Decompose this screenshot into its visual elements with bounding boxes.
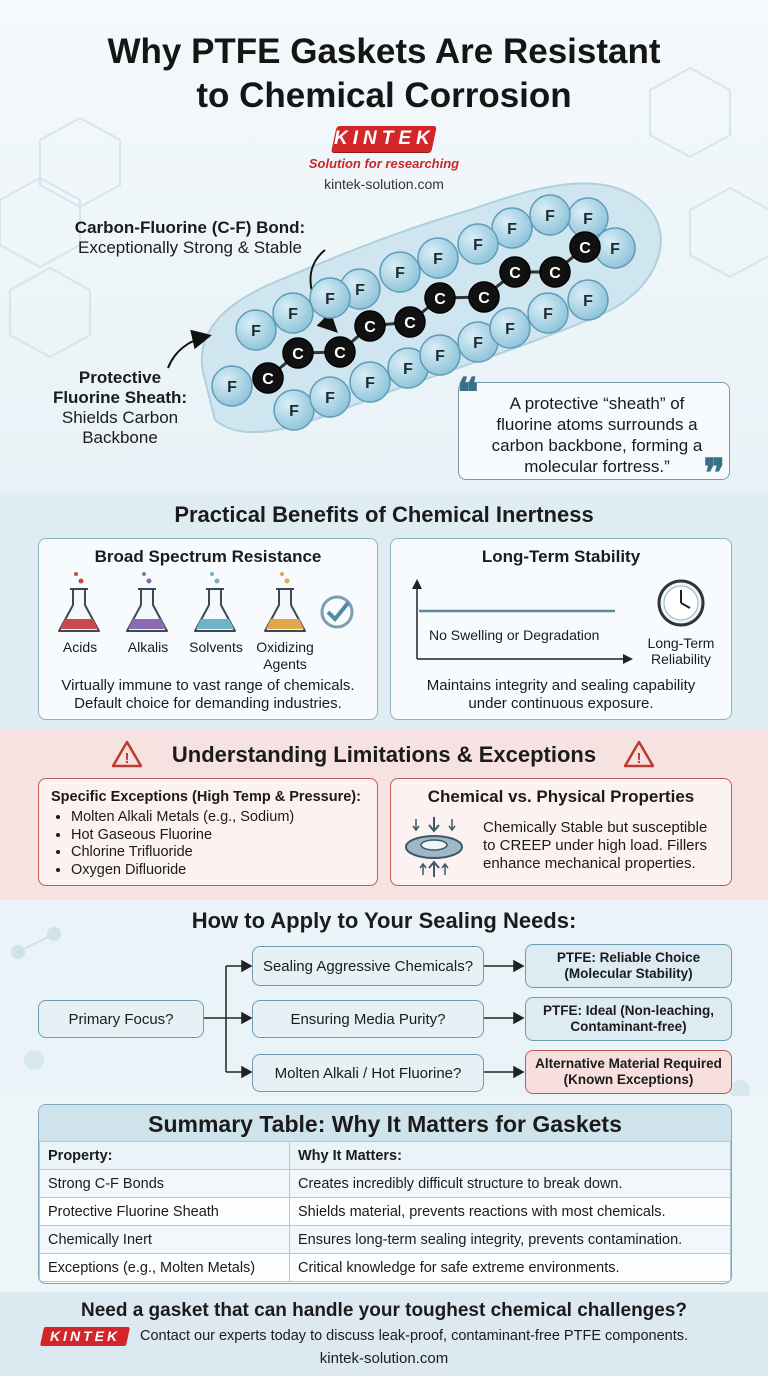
svg-text:C: C bbox=[478, 290, 490, 307]
question-node: Molten Alkali / Hot Fluorine? bbox=[252, 1054, 484, 1092]
table-header-row bbox=[40, 1142, 731, 1170]
column-header: Property: bbox=[40, 1142, 290, 1170]
fluorine-atom bbox=[310, 278, 350, 318]
table-row: Exceptions (e.g., Molten Metals) Critical knowledge for safe extreme environments. bbox=[40, 1254, 731, 1282]
svg-text:F: F bbox=[365, 375, 375, 392]
svg-text:F: F bbox=[435, 348, 445, 365]
svg-text:F: F bbox=[227, 379, 237, 396]
svg-text:C: C bbox=[364, 319, 376, 336]
broad-spectrum-description: Virtually immune to vast range of chemicals. Default choice for demanding industries. bbox=[61, 677, 355, 712]
physical-properties-description: Chemically Stable but susceptible to CREEP under high load. Fillers enhance mechanical properties. bbox=[483, 819, 708, 872]
svg-text:C: C bbox=[579, 240, 591, 257]
broad-spectrum-card: Broad Spectrum Resistance Acids Alkalis Solvents Oxidizing Agents Virtually immune to vast range of chemicals. Default choice for demanding industries. bbox=[38, 538, 378, 720]
fluorine-atom bbox=[350, 362, 390, 402]
limitations-title: Understanding Limitations & Exceptions bbox=[171, 742, 597, 767]
long-term-reliability-label: Long-Term Reliability bbox=[647, 635, 715, 667]
svg-text:F: F bbox=[507, 221, 517, 238]
apply-title: How to Apply to Your Sealing Needs: bbox=[191, 908, 577, 933]
fluorine-atom bbox=[528, 293, 568, 333]
footer-website-link[interactable]: kintek-solution.com bbox=[319, 1350, 449, 1367]
svg-text:C: C bbox=[292, 346, 304, 363]
table-row: Chemically Inert Ensures long-term sealing integrity, prevents contamination. bbox=[40, 1226, 731, 1254]
fluorine-atom bbox=[420, 335, 460, 375]
carbon-atom bbox=[540, 257, 570, 287]
check-icon bbox=[322, 597, 352, 627]
list-item: • Hot Gaseous Fluorine bbox=[71, 827, 294, 845]
list-item: • Chlorine Trifluoride bbox=[71, 844, 294, 862]
svg-text:!: ! bbox=[636, 750, 642, 767]
svg-text:F: F bbox=[325, 390, 335, 407]
fluorine-atom bbox=[236, 310, 276, 350]
gasket-compression-icon bbox=[401, 815, 467, 879]
flask-icon bbox=[265, 572, 305, 631]
svg-text:F: F bbox=[289, 403, 299, 420]
svg-text:C: C bbox=[334, 345, 346, 362]
footer-question: Need a gasket that can handle your toughest chemical challenges? bbox=[80, 1300, 688, 1321]
svg-text:C: C bbox=[434, 291, 446, 308]
carbon-atom bbox=[469, 282, 499, 312]
carbon-atom bbox=[395, 307, 425, 337]
limitations-section bbox=[0, 730, 768, 900]
fluorine-sheath-callout: Protective Fluorine Sheath: Shields Carbon Backbone bbox=[52, 368, 188, 447]
flask-label-alkalis: Alkalis bbox=[127, 639, 169, 655]
svg-text:F: F bbox=[583, 293, 593, 310]
result-node: PTFE: Reliable Choice (Molecular Stability) bbox=[525, 944, 732, 988]
svg-text:F: F bbox=[325, 291, 335, 308]
svg-text:!: ! bbox=[124, 750, 130, 767]
fluorine-atom bbox=[310, 377, 350, 417]
question-node: Ensuring Media Purity? bbox=[252, 1000, 484, 1038]
specific-exceptions-card: Specific Exceptions (High Temp & Pressure): • Molten Alkali Metals (e.g., Sodium) • Hot Gaseous Fluorine • Chlorine Trifluoride • Oxygen Difluoride bbox=[38, 778, 378, 886]
fluorine-atom bbox=[530, 195, 570, 235]
svg-text:C: C bbox=[549, 265, 561, 282]
list-item: • Oxygen Difluoride bbox=[71, 862, 294, 880]
svg-text:F: F bbox=[545, 208, 555, 225]
result-node: PTFE: Ideal (Non-leaching, Contaminant-free) bbox=[525, 997, 732, 1041]
website-link[interactable]: kintek-solution.com bbox=[324, 176, 444, 192]
benefits-title: Practical Benefits of Chemical Inertness bbox=[174, 502, 594, 527]
exceptions-list bbox=[53, 809, 294, 879]
carbon-atom bbox=[500, 257, 530, 287]
carbon-atom bbox=[325, 337, 355, 367]
footer-cta-text: Contact our experts today to discuss leak-proof, contaminant-free PTFE components. bbox=[140, 1328, 689, 1344]
flask-icon bbox=[127, 572, 167, 631]
warning-icon bbox=[624, 740, 654, 773]
carbon-atom bbox=[253, 363, 283, 393]
svg-text:F: F bbox=[505, 321, 515, 338]
logo-tagline: Solution for researching bbox=[308, 156, 460, 171]
svg-text:F: F bbox=[433, 251, 443, 268]
carbon-atom bbox=[570, 232, 600, 262]
svg-text:F: F bbox=[403, 361, 413, 378]
svg-text:C: C bbox=[509, 265, 521, 282]
svg-text:C: C bbox=[262, 371, 274, 388]
kintek-logo-footer[interactable]: KINTEK bbox=[40, 1327, 130, 1346]
svg-text:F: F bbox=[355, 282, 365, 299]
fluorine-atom bbox=[380, 252, 420, 292]
benefits-section bbox=[0, 492, 768, 730]
flask-icon bbox=[195, 572, 235, 631]
list-item: • Molten Alkali Metals (e.g., Sodium) bbox=[71, 809, 294, 827]
table-row: Strong C-F Bonds Creates incredibly difficult structure to break down. bbox=[40, 1170, 731, 1198]
cf-bond-callout: Carbon-Fluorine (C-F) Bond: Exceptionally Strong & Stable bbox=[74, 218, 306, 257]
table-row: Protective Fluorine Sheath Shields material, prevents reactions with most chemicals. bbox=[40, 1198, 731, 1226]
long-term-stability-card: Long-Term Stability No Swelling or Degradation Long-Term Reliability Maintains integrity and sealing capability under continuous exposure. bbox=[390, 538, 732, 720]
fluorine-atom bbox=[568, 280, 608, 320]
svg-text:F: F bbox=[288, 306, 298, 323]
fluorine-atom bbox=[458, 224, 498, 264]
page-title: Why PTFE Gaskets Are Resistant to Chemical Corrosion bbox=[107, 32, 661, 115]
primary-focus-node: Primary Focus? bbox=[38, 1000, 204, 1038]
svg-text:C: C bbox=[404, 315, 416, 332]
result-node-alternative: Alternative Material Required (Known Exceptions) bbox=[525, 1050, 732, 1094]
svg-text:F: F bbox=[473, 237, 483, 254]
close-quote-icon: ❞ bbox=[703, 450, 725, 492]
summary-table-grid bbox=[39, 1141, 731, 1282]
svg-text:F: F bbox=[543, 306, 553, 323]
svg-text:F: F bbox=[395, 265, 405, 282]
stability-description: Maintains integrity and sealing capability under continuous exposure. bbox=[426, 677, 696, 712]
open-quote-icon: ❝ bbox=[457, 369, 479, 416]
flask-icon bbox=[59, 572, 99, 631]
fluorine-atom bbox=[418, 238, 458, 278]
fluorine-atom bbox=[490, 308, 530, 348]
fluorine-atom bbox=[274, 390, 314, 430]
flask-label-solvents: Solvents bbox=[189, 639, 243, 655]
carbon-atom bbox=[425, 283, 455, 313]
chemical-vs-physical-card: Chemical vs. Physical Properties Chemically Stable but susceptible to CREEP under high load. Fillers enhance mechanical properties. bbox=[390, 778, 732, 886]
svg-text:F: F bbox=[583, 211, 593, 228]
hero-section bbox=[0, 0, 768, 492]
apply-section bbox=[0, 900, 768, 1096]
flask-label-acids: Acids bbox=[62, 639, 98, 655]
carbon-atom bbox=[355, 311, 385, 341]
fluorine-atom bbox=[212, 366, 252, 406]
svg-text:F: F bbox=[473, 335, 483, 352]
question-node: Sealing Aggressive Chemicals? bbox=[252, 946, 484, 986]
svg-text:F: F bbox=[251, 323, 261, 340]
clock-icon bbox=[659, 581, 703, 625]
molecular-fortress-quote: ❝ A protective “sheath” of fluorine atoms surrounds a carbon backbone, forming a molecular fortress.” ❞ bbox=[458, 382, 730, 480]
flask-label-oxidizing: Oxidizing Agents bbox=[256, 639, 314, 672]
kintek-logo[interactable]: KINTEK bbox=[331, 126, 437, 152]
carbon-atom bbox=[283, 338, 313, 368]
fluorine-atom bbox=[273, 293, 313, 333]
svg-text:F: F bbox=[610, 241, 620, 258]
summary-table-title: Summary Table: Why It Matters for Gaskets bbox=[39, 1105, 731, 1141]
column-header: Why It Matters: bbox=[290, 1142, 731, 1170]
summary-table bbox=[38, 1104, 732, 1284]
stability-chart-label: No Swelling or Degradation bbox=[429, 627, 600, 643]
